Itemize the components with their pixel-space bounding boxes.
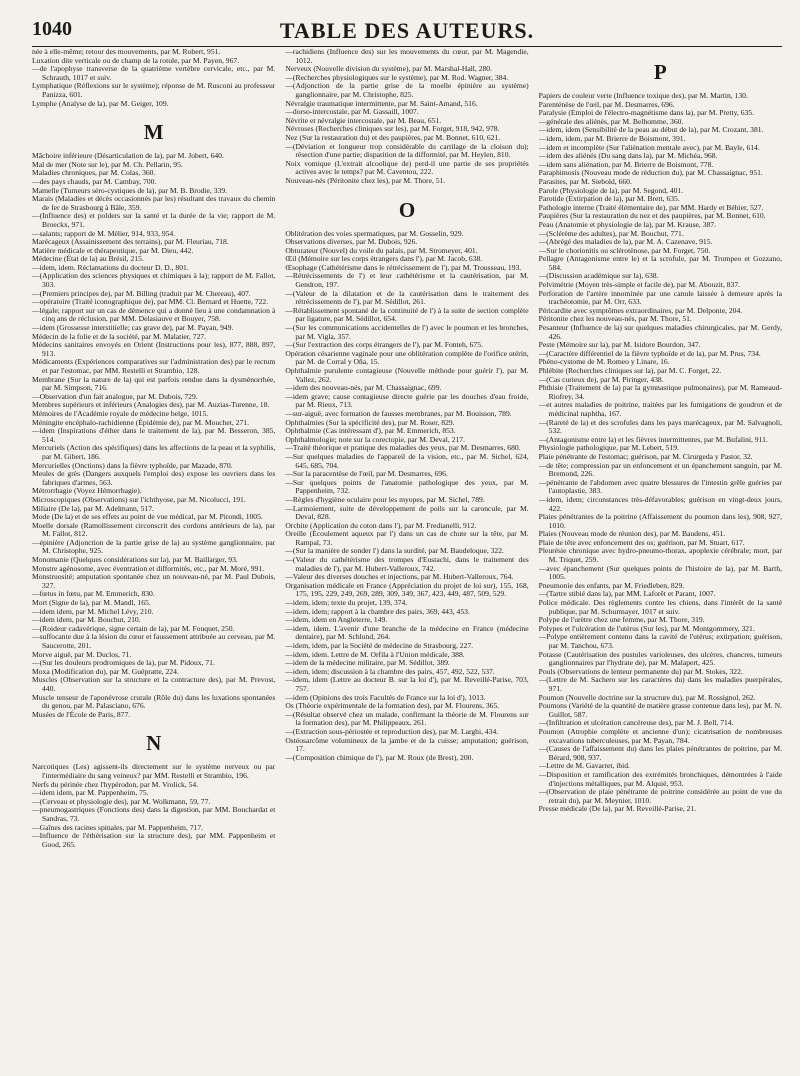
index-entry: —idem (Inspirations d'éther dans le traitement de la), par M. Besseron, 385, 514. (32, 426, 276, 444)
index-entry: —(Antagonisme entre la) et les fièvres intermittentes, par M. Bufalini, 911. (538, 434, 768, 444)
index-entry: Médicaments (Expériences comparatives sur l'administration des) par le rectum et par l'estomac, par MM. Restelli et Strambio, 128. (32, 357, 276, 375)
index-entry: Phthisie (Traitement de la) par la gymnastique pulmonaires), par M. Rameaud-Riofrey, 34. (538, 383, 782, 401)
index-entry: —épinière (Adjonction de la partie grise de la) au système ganglionnaire, par M. Christophe, 925. (32, 537, 276, 556)
index-entry: —(Sur l'extraction des corps étrangers de l'), par M. Fonteh, 675. (285, 340, 483, 350)
index-entry: —Sur quelques maladies de l'appareil de la vision, etc., par M. Sichel, 624, 645, 685, 704. (285, 451, 529, 470)
index-entry: —Polype entièrement contenu dans la cavité de l'utérus; extirpation; guérison, par M. Tanchou, 673. (538, 632, 782, 650)
index-entry: Plaies pénétrantes de la poitrine (Affaissement du poumon dans les), 908, 927, 1010. (538, 512, 782, 530)
index-entry: Muscle tenseur de l'aponévrose crurale (Rôle du) dans les luxations spontanées du genou, par M. Palasciano, 676. (32, 692, 276, 711)
index-entry: Miliaire (De la), par M. Adelmann, 517. (32, 503, 154, 513)
index-entry: —pneumogastriques (Fonctions des) dans la digestion, par MM. Bouchardat et Sandras, 73. (32, 805, 276, 823)
index-entry: —sur-aiguë, avec formation de fausses membranes, par M. Bouisson, 789. (285, 408, 512, 418)
index-entry: —idem grave; cause contagieuse directe guérie par les douches d'eau froide, par M. Rieux, 713. (285, 391, 529, 410)
index-entry: —(Recherches physiologiques sur le système), par M. Rod. Wagner, 384. (285, 72, 509, 82)
index-entry: Œil (Mémoire sur les corps étrangers dans l'), par M. Jacob, 638. (285, 254, 483, 264)
index-entry: —(Roideur cadavérique, signe certain de la), par M. Fouquet, 250. (32, 623, 235, 633)
index-entry: Membrane (Sur la nature de la) qui est parfois rendue dans la dysménorrhée, par M. Simpson, 716. (32, 374, 276, 393)
index-entry: Physiologie pathologique, par M. Lebert, 519. (538, 443, 679, 453)
index-entry: Obturateur (Nouvel) du voile du palais, par M. Stromeyer, 401. (285, 245, 478, 255)
index-entry: —et autres maladies de poitrine, traitées par les fumigations de goudron et de médicinal naphtha, 167. (538, 400, 782, 418)
index-entry: Pelvimétrie (Moyen très-simple et facile de), par M. Abouzit, 837. (538, 280, 741, 290)
index-entry: Lymphe (Analyse de la), par M. Geiger, 109. (32, 98, 169, 108)
index-entry: Mâchoire inférieure (Désarticulation de la), par M. Jobert, 640. (32, 151, 224, 161)
index-entry: Membres supérieurs et inférieurs (Analogies des), par M. Auzias-Turenne, 18. (32, 400, 270, 410)
index-entry: Paraphimosis (Nouveau mode de réduction du), par M. Chassaignac, 951. (538, 168, 763, 178)
index-entry: —(Discussion académique sur la), 638. (538, 271, 659, 281)
index-entry: —(Déviation et longueur trop considérable du cartilage de la cloison du); résection d'une partie; disparition de la difformité, par M. Heylen, 810. (285, 141, 529, 160)
index-entry: —idem des nouveau-nés, par M. Chassaignac, 699. (285, 383, 442, 393)
index-entry: —Disposition et ramification des extrémités bronchiques, démontrées à l'aide d'injections métalliques, par M. Alquié, 953. (538, 769, 782, 788)
index-entry: Mort (Signe de la), par M. Mandl, 165. (32, 598, 151, 608)
index-entry: Mamelle (Tumeurs séro-cystiques de la), par M. B. Brodie, 339. (32, 185, 228, 195)
index-entry: —générale des aliénés, par M. Belhomme, 360. (538, 116, 684, 126)
index-entry: Plaie de tête avec enfoncement des os; guérison, par M. Stuart, 617. (538, 537, 745, 547)
index-column (285, 48, 528, 1068)
index-columns (32, 48, 782, 1068)
index-entry: —fœtus in fœtu, par M. Emmerich, 830. (32, 589, 155, 599)
index-entry: Observations diverses, par M. Dubois, 926. (285, 237, 418, 247)
index-entry: Phlébite (Recherches cliniques sur la), par M. C. Forget, 22. (538, 366, 722, 375)
index-entry: Mémoires de l'Académie royale de médecine belge, 1015. (32, 408, 209, 418)
page-header (32, 12, 782, 44)
index-entry: Opération césarienne vaginale pour une oblitération complète de l'orifice utérin, par M. de Corral y Oña, 15. (285, 348, 529, 367)
index-entry: Police médicale. Des règlements contre les chiens, dans l'intérêt de la santé publique, par M. Schurmayer, 1017 et suiv. (538, 598, 782, 616)
index-entry: Monstruosité; amputation spontanée chez un nouveau-né, par M. Paul Dubois, 327. (32, 572, 276, 590)
index-entry: Pathologie interne (Traité élémentaire de), par MM. Hardy et Béhier, 527. (538, 202, 764, 212)
index-entry: —idem, idem (Lettre au docteur B. sur la loi d'), par M. Reveillé-Parise, 703, 757. (285, 675, 529, 693)
index-entry: —Influence de l'éthérisation sur la structure des), par MM. Pappenheim et Good, 265. (32, 831, 276, 849)
index-entry: Mercuriels (Action des spécifiques) dans les affections de la peau et la syphilis, par M. Gibert, 186. (32, 443, 276, 461)
index-entry: —idem, idem en Angleterre, 149. (285, 615, 388, 625)
index-entry: —idem, idem, par M. Brierre de Boismont, 391. (538, 133, 686, 143)
index-entry: —(Premiers principes de), par M. Billing (traduit par M. Chereau), 407. (32, 288, 251, 298)
index-entry: Matière médicale et thérapeutique, par M. Dieu, 442. (32, 245, 194, 255)
index-entry: Paralysie (Emploi de l'électro-magnétisme dans la), par M. Pretty, 635. (538, 108, 754, 118)
index-entry: —(Caractère différentiel de la fièvre typhoïde et de la), par M. Prus, 734. (538, 348, 761, 358)
index-entry: Parotide (Extirpation de la), par M. Brett, 635. (538, 194, 680, 204)
index-entry: —(Valeur du cathétérisme des trompes d'Eustachi, dans le traitement des maladies de l'), par M. Hubert-Valleroux, 742. (285, 555, 529, 573)
index-entry: —opératoire (Traité iconographique de), par MM. Cl. Bernard et Huette, 722. (32, 297, 269, 307)
index-entry: Mode (De la) et de ses effets au point de vue médical, par M. Pirondi, 1005. (32, 512, 263, 522)
index-entry: Peste (Mémoire sur la), par M. Isidore Bourdon, 347. (538, 340, 701, 350)
index-entry: —idem, idem. L'avenir d'une branche de la médecine en France (médecine dentaire), par M. Schlund, 264. (285, 623, 529, 642)
index-entry: Médecins sanitaires envoyés en Orient (Instructions pour les), 877, 888, 897, 913. (32, 340, 276, 358)
index-entry: —salants; rapport de M. Mélier, 914, 933, 954. (32, 228, 176, 238)
index-entry: Poumon (Nouvelle doctrine sur la structure du), par M. Rossignol, 262. (538, 692, 756, 702)
index-entry: Oreille (Écoulement aqueux par l') dans un cas de chute sur la tête, par M. Rampal, 73. (285, 529, 529, 547)
index-entry: —(Observation de plaie pénétrante de poitrine considérée au point de vue du retrait du), par M. Meynier, 1010. (538, 787, 782, 805)
index-entry: —idem des aliénés (Du sang dans la), par M. Michéa, 968. (538, 151, 718, 161)
index-entry: Ostéosarcôme volumineux de la jambe et de la cuisse; amputation; guérison, 17. (285, 735, 529, 754)
index-column (32, 48, 275, 1068)
index-entry: —(Sur les douleurs prodromiques de la), par M. Pidoux, 71. (32, 658, 215, 668)
index-entry: Œsophage (Cathétérisme dans le rétrécissement de l'), par M. Trousseau, 193. (285, 262, 522, 272)
index-entry: —idem idem, par M. Pappenheim, 75. (32, 788, 149, 798)
index-entry: Microscopiques (Observations) sur l'ichthyose, par M. Nicolucci, 191. (32, 494, 246, 504)
index-entry: —Gaînes des racines spinales, par M. Pappenheim, 717. (32, 822, 204, 832)
index-entry: Perforation de l'artère innominée par une canule laissée à demeure après la trachéotomie, par M. Orr, 633. (538, 288, 782, 307)
section-letter: N (146, 731, 162, 756)
index-entry: —dorso-intercostale, par M. Gassaill, 1007. (285, 107, 419, 117)
index-entry: Ophthalmologie; note sur la corectopie, par M. Deval, 217. (285, 434, 465, 444)
index-entry: —idem, idem. Réclamations du docteur D. D., 801. (32, 262, 189, 272)
index-entry: Phéno-cystome de M. Romeo y Linare, 16. (538, 357, 670, 367)
index-entry: —idem, idem; discussion à la chambre des pairs, 457, 492, 522, 537. (285, 666, 495, 676)
index-entry: —Sur le chorionitis ou sclérotènose, par M. Forget, 750. (538, 245, 711, 255)
index-entry: Monstre agénosome, avec éventration et difformités, etc., par M. Moré, 991. (32, 563, 265, 573)
section-letter: M (143, 120, 164, 145)
index-entry: Potasse (Cautérisation des pustules varioleuses, des ulcères, chancres, tumeurs ganglionnaires par l'hydrate de), par M. Malapert, 425. (538, 649, 782, 668)
index-entry: Médecin de la folie et de la société, par M. Malatier, 727. (32, 331, 207, 341)
index-entry: —pénétrante de l'abdomen avec quatre blessures de l'intestin grêle guéries par l'autoplastie, 383. (538, 477, 782, 496)
index-entry: —idem, idem; rapport à la chambre des pairs, 369, 443, 453. (285, 606, 470, 616)
index-entry: Luxation dite verticale ou de champ de la rotule, par M. Payen, 967. (32, 55, 240, 65)
index-entry: —Rétrécissements de l') et leur cathétérisme et la cautérisation, par M. Gendron, 197. (285, 271, 529, 290)
index-entry: Névralgie traumatique intermittente, par M. Saint-Amand, 516. (285, 98, 478, 108)
index-entry: —(Extraction sous-périostée et reproduction des), par M. Larghi, 434. (285, 726, 499, 736)
index-entry: —des pays chauds, par M. Cambay, 700. (32, 176, 157, 186)
index-entry: Muscles (Observation sur la structure et la contracture des), par M. Prevost, 440. (32, 675, 276, 693)
index-entry: Oblitération des voies spermatiques, par M. Gosselin, 929. (285, 228, 464, 238)
index-entry: née à elle-même; retour des mouvements, par M. Robert, 951. (32, 48, 221, 56)
index-entry: Parenténèse de l'œil, par M. Desmarres, 696. (538, 99, 675, 109)
index-entry: —(Composition chimique de l'), par M. Roux (de Brest), 200. (285, 752, 474, 762)
index-entry: —Sur la paracentèse de l'œil, par M. Desmarres, 696. (285, 469, 448, 479)
index-entry: Monomanie (Quelques considérations sur la), par M. Baillarger, 93. (32, 555, 238, 565)
index-column (539, 48, 782, 1068)
index-entry: —(Sur les communications accidentelles de l') avec le poumon et les bronches, par M. Vigla, 357. (285, 323, 529, 341)
index-entry: Maladies chroniques, par M. Colas, 360. (32, 168, 156, 178)
index-entry: —idem, idem (Sensibilité de la peau au début de la), par M. Crozant, 381. (538, 125, 764, 135)
index-entry: Presse médicale (De la), par M. Reveillé-Parise, 21. (538, 804, 697, 814)
index-entry: —idem (Opinions des trois Facultés de France sur la loi d'), 1013. (285, 692, 486, 702)
index-entry: —idem idem, par M. Bouchut, 210. (32, 615, 141, 625)
index-entry: —de l'apophyse transverse de la quatrième vertèbre cervicale, etc., par M. Schrauth, 1017 et suiv. (32, 64, 276, 82)
index-entry: Meules de grès (Dangers auxquels l'emploi des) expose les ouvriers dans les fabriques d'armes, 563. (32, 469, 276, 487)
index-entry: —(Influence des) et polders sur la santé et la durée de la vie; rapport de M. Broeckx, 971. (32, 211, 276, 229)
index-entry: —Traité théorique et pratique des maladies des yeux, par M. Desmarres, 680. (285, 443, 521, 453)
index-entry: —(Infiltration et ulcération cancéreuse des), par M. J. Bell, 714. (538, 718, 734, 728)
index-entry: Musées de l'École de Paris, 877. (32, 709, 131, 719)
index-entry: —légale; rapport sur un cas de démence qui a donné lieu à une condamnation à cinq ans de réclusion, par MM. Delasiauve et Bouyer, 758. (32, 305, 276, 324)
index-entry: Nerveux (Nouvelle division du système), par M. Marshal-Hall, 280. (285, 64, 493, 74)
index-entry: —Larmoiement, suite de développement de poils sur la caroncule, par M. Deval, 828. (285, 503, 529, 522)
index-entry: Marécageux (Assainissement des terrains), par M. Fleuriau, 718. (32, 237, 229, 247)
index-entry: —(Sur la manière de sonder l') dans la surdité, par M. Baudeloque, 322. (285, 546, 504, 556)
index-entry: —(Cas curieux de), par M. Piringer, 438. (538, 374, 664, 384)
page-number: 1040 (32, 18, 72, 40)
index-entry: —(Valeur de la dilatation et de la cautérisation dans le traitement des rétrécissements de l'), par M. Sédillot, 261. (285, 288, 529, 307)
index-entry: —Rétablissement spontané de la continuité de l') à la suite de section complète par ligature, par M. Sédillot, 654. (285, 305, 529, 324)
index-entry: —avec épanchement (Sur quelques points de l'histoire de la), par M. Barth, 1005. (538, 563, 782, 582)
index-entry: Polypes et l'ulcération de l'utérus (Sur les), par M. Montgommery, 321. (538, 623, 755, 633)
index-entry: Médecine (État de la) au Brésil, 215. (32, 254, 144, 264)
index-entry: Mal de mer (Note sur le), par M. Ch. Pellarin, 95. (32, 159, 183, 169)
index-entry: Parole (Physiologie de la), par M. Segond, 401. (538, 185, 684, 195)
header-rule (32, 46, 782, 47)
index-entry: —(Tartre stibié dans la), par MM. Laforêt et Parant, 1007. (538, 589, 716, 599)
index-entry: Narcotiques (Les) agissent-ils directement sur le système nerveux ou par l'intermédiaire du sang veineux? par MM. Restelli et Strambio, 196. (32, 762, 276, 780)
index-entry: —(Sclérème des adultes), par M. Bouchut, 771. (538, 228, 684, 238)
index-entry: Peau (Anatomie et physiologie de la), par M. Krause, 387. (538, 219, 717, 229)
index-entry: Métrorrhagie (Voyez Hémorrhagie). (32, 486, 142, 496)
index-entry: Parasites, par M. Siebold, 660. (538, 176, 632, 186)
index-entry: —idem de la médecine militaire, par M. Sédillot, 389. (285, 658, 450, 668)
index-entry: —(Résultat observé chez un malade, confirmant la théorie de M. Flourens sur la formation des), par M. Philippeaux, 261. (285, 709, 529, 728)
index-entry: —idem (Grossesse interstitielle; cas grave de), par M. Payan, 949. (32, 323, 234, 333)
index-entry: Ophthalmie (Cas intéressant d'), par M. Emmerich, 853. (285, 426, 456, 436)
index-entry: Poumons (Variété de la quantité de matière grasse contenue dans les), par M. N. Guillot, 587. (538, 701, 782, 719)
section-letter: P (653, 60, 667, 84)
index-entry: Moelle dorsale (Ramollissement circonscrit des cordons antérieurs de la), par M. Fallot, 812. (32, 520, 276, 539)
index-entry: Poumon (Atrophie complète et ancienne d'un); cicatrisation de nombreuses excavations tuberculeuses, par M. Payan, 784. (538, 726, 782, 745)
index-entry: Plaie pénétrante de l'estomac; guérison, par M. Cirurgeda y Pastor, 32. (538, 451, 753, 461)
index-entry: —idem, idem, par la Société de médecine de Strasbourg, 227. (285, 641, 474, 650)
index-entry: —Sur quelques points de l'anatomie pathologique des yeux, par M. Pappenheim, 732. (285, 477, 529, 496)
index-entry: —idem sans aliénation, par M. Brierre de Boismont, 778. (538, 159, 714, 169)
index-entry: Pouls (Observations de lenteur permanente du) par M. Stokes, 322. (538, 666, 743, 676)
index-entry: Mercurielles (Onctions) dans la fièvre typhoïde, par Mazade, 870. (32, 460, 233, 470)
index-entry: —(Rareté de la) et des scrofules dans les pays marécageux, par M. Salvagnoli, 532. (538, 417, 782, 436)
index-entry: —(Lettre de M. Sachero sur les caractères du) dans les maladies puerpérales, 971. (538, 675, 782, 693)
index-entry: —idem, idem. Lettre de M. Orfila à l'Union médicale, 388. (285, 649, 465, 659)
index-entry: Nez (Sur la restauration du) et des paupières, par M. Bonnet, 610, 621. (285, 132, 501, 142)
index-entry: Marais (Maladies et décès occasionnés par les) résultant des travaux du chemin de fer de Strasbourg à Bâle, 359. (32, 194, 276, 212)
index-entry: Ophthalmie purulente contagieuse (Nouvelle méthode pour guérir l'), par M. Vallez, 262. (285, 366, 529, 384)
index-entry: Pellagre (Antagonisme entre le) et la scrofule, par M. Trompeo et Gozzano, 584. (538, 254, 782, 272)
index-entry: Morve aiguë, par M. Duclos, 71. (32, 649, 132, 659)
index-entry: —Observation d'un fait analogue, par M. Dubois, 729. (32, 391, 198, 401)
index-entry: —idem, idem; circonstances très-défavorables; guérison en vingt-deux jours, 422. (538, 494, 782, 513)
index-entry: Moxa (Modification du), par M. Guépratte, 224. (32, 666, 179, 676)
section-letter: O (398, 197, 416, 222)
index-entry: Névrite et névralgie intercostale, par M. Beau, 651. (285, 115, 442, 125)
index-entry: Ophthalmies (Sur la spécificité des), par M. Roser, 829. (285, 417, 455, 427)
index-entry: Organisation médicale en France (Appréciation du projet de loi sur), 155, 168, 175, 195, 229, 249, 269, 289, 309, 349, 367, 423, 449, 487, 509, 529. (285, 580, 529, 599)
index-entry: —de tête; compression par un enfoncement et un épanchement sanguin, par M. Bremond, 226. (538, 460, 782, 479)
index-entry: Nerfs du périnée chez l'hypérodon, par M. Vrolick, 54. (32, 779, 199, 789)
index-entry: —(Application des sciences physiques et chimiques à la); rapport de M. Fallot, 303. (32, 271, 276, 290)
index-entry: Papiers de couleur verte (Influence toxique des), par M. Martin, 130. (538, 91, 748, 100)
index-entry: Pesanteur (Influence de la) sur quelques maladies chirurgicales, par M. Gerdy, 426. (538, 323, 782, 341)
index-entry: —idem, idem; texte du projet, 139, 374. (285, 598, 408, 608)
index-entry: —idem et incomplète (Sur l'aliénation mentale avec), par M. Bayle, 614. (538, 142, 760, 152)
index-entry: Noix vomique (L'extrait alcoolique de) perd-il une partie de ses propriétés actives avec le temps? par M. Caventou, 222. (285, 158, 529, 177)
index-entry: Nouveau-nés (Péritonite chez les), par M. Thore, 51. (285, 175, 446, 185)
index-entry: Lymphatique (Réflexions sur le système); réponse de M. Rusconi au professeur Panizza, 601. (32, 81, 276, 99)
index-entry: Plaies (Nouveau mode de réunion des), par M. Baudens, 451. (538, 529, 726, 539)
index-entry: —(Cerveau et physiologie des), par M. Wolkmann, 59, 77. (32, 796, 211, 806)
index-entry: —rachidiens (Influence des) sur les mouvements du cœur, par M. Magendie, 1012. (285, 48, 529, 65)
index-entry: —(Causes de l'affaissement du) dans les plaies pénétrantes de poitrine, par M. Bérard, 908, 937. (538, 744, 782, 762)
index-entry: Pneumonie des enfants, par M. Friedleben, 829. (538, 580, 685, 590)
index-entry: Péritonite chez les nouveau-nés, par M. Thore, 51. (538, 314, 692, 324)
index-entry: Paupières (Sur la restauration du nez et des paupières, par M. Bonnet, 610. (538, 211, 766, 221)
index-entry: —Valeur des diverses douches et injections, par M. Hubert-Valleroux, 764. (285, 572, 514, 582)
index-entry: —suffocante due à la lésion du cœur et faussement attribuée au cerveau, par M. Saucerotte, 201. (32, 632, 276, 650)
index-entry: Orchite (Application du coton dans l'), par M. Fredianelli, 912. (285, 520, 477, 530)
index-entry: Méningite encéphalo-rachidienne (Épidémie de), par M. Mouchet, 271. (32, 417, 249, 427)
index-entry: —(Abrégé des maladies de la), par M. A. Cazenave, 915. (538, 237, 713, 247)
index-entry: Polype de l'urètre chez une femme, par M. Thore, 319. (538, 615, 705, 625)
index-entry: —Lettre de M. Gavarret, ibid. (538, 761, 630, 771)
index-entry: —idem idem, par M. Michel Lévy, 210. (32, 606, 154, 616)
index-entry: —Règles d'hygiène oculaire pour les myopes, par M. Sichel, 789. (285, 494, 485, 504)
index-entry: —(Adjonction de la partie grise de la moelle épinière au système) ganglionnaire, par M. Christophe, 825. (285, 81, 529, 99)
index-entry: Péricardite avec symptômes extraordinaires, par M. Delponte, 204. (538, 305, 743, 315)
index-entry: Pleurésie chronique avec hydro-pneumo-thorax, apoplexie cérébrale; mort, par M. Triquet, 259. (538, 546, 782, 565)
index-entry: Os (Théorie expérimentale de la formation des), par M. Flourens, 365. (285, 701, 500, 711)
index-entry: Névroses (Recherches cliniques sur les), par M. Forget, 918, 942, 978. (285, 124, 500, 134)
running-title: TABLE DES AUTEURS. (279, 18, 535, 43)
